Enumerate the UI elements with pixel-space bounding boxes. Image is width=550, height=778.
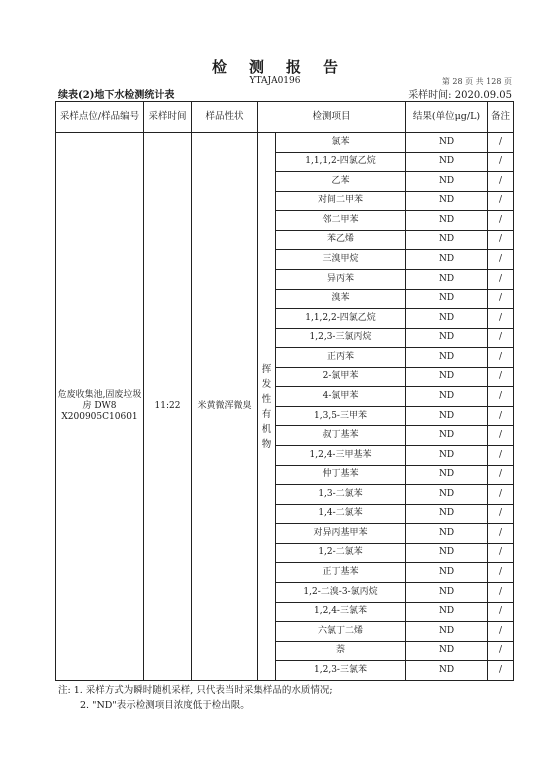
header-item: 检测项目 [258, 102, 406, 133]
test-remark: / [488, 426, 514, 446]
test-remark: / [488, 269, 514, 289]
test-remark: / [488, 133, 514, 153]
test-remark: / [488, 582, 514, 602]
header-time: 采样时间 [144, 102, 192, 133]
test-remark: / [488, 328, 514, 348]
test-result: ND [406, 309, 488, 329]
header-state: 样品性状 [192, 102, 258, 133]
page-info: 第 28 页 共 128 页 [441, 77, 512, 86]
test-item: 1,2,4-三氯苯 [276, 602, 406, 622]
test-result: ND [406, 133, 488, 153]
test-result: ND [406, 406, 488, 426]
sample-state: 米黄微浑微臭 [192, 133, 258, 681]
test-item: 对异丙基甲苯 [276, 524, 406, 544]
test-result: ND [406, 622, 488, 642]
results-table [55, 101, 514, 681]
test-item: 仲丁基苯 [276, 465, 406, 485]
header-remark: 备注 [488, 102, 514, 133]
test-result: ND [406, 367, 488, 387]
test-remark: / [488, 622, 514, 642]
test-item: 正丙苯 [276, 348, 406, 368]
test-item: 萘 [276, 641, 406, 661]
test-item: 六氯丁二烯 [276, 622, 406, 642]
test-result: ND [406, 543, 488, 563]
test-item: 1,2-二氯苯 [276, 543, 406, 563]
test-remark: / [488, 152, 514, 172]
test-item: 溴苯 [276, 289, 406, 309]
test-result: ND [406, 465, 488, 485]
test-result: ND [406, 387, 488, 407]
test-result: ND [406, 152, 488, 172]
report-title: 检测报告 [211, 58, 360, 76]
test-result: ND [406, 426, 488, 446]
test-remark: / [488, 250, 514, 270]
test-remark: / [488, 348, 514, 368]
table-subtitle: 续表(2)地下水检测统计表 [58, 90, 175, 101]
test-result: ND [406, 250, 488, 270]
sample-time: 11:22 [144, 133, 192, 681]
test-remark: / [488, 504, 514, 524]
header-result: 结果(单位μg/L) [406, 102, 488, 133]
test-item: 对间二甲苯 [276, 191, 406, 211]
test-item: 1,2,4-三甲基苯 [276, 446, 406, 466]
test-result: ND [406, 211, 488, 231]
test-result: ND [406, 446, 488, 466]
test-remark: / [488, 211, 514, 231]
test-item: 1,2-二溴-3-氯丙烷 [276, 582, 406, 602]
test-remark: / [488, 230, 514, 250]
test-remark: / [488, 465, 514, 485]
test-item: 1,3-二氯苯 [276, 485, 406, 505]
test-result: ND [406, 348, 488, 368]
test-result: ND [406, 230, 488, 250]
test-item: 1,2,3-三氯丙烷 [276, 328, 406, 348]
table-body [56, 133, 514, 681]
test-item: 异丙苯 [276, 269, 406, 289]
test-remark: / [488, 524, 514, 544]
test-remark: / [488, 172, 514, 192]
test-result: ND [406, 602, 488, 622]
test-remark: / [488, 367, 514, 387]
test-result: ND [406, 289, 488, 309]
test-item: 氯苯 [276, 133, 406, 153]
test-result: ND [406, 191, 488, 211]
test-item: 苯乙烯 [276, 230, 406, 250]
test-result: ND [406, 563, 488, 583]
test-result: ND [406, 582, 488, 602]
test-remark: / [488, 641, 514, 661]
test-remark: / [488, 661, 514, 681]
test-item: 三溴甲烷 [276, 250, 406, 270]
notes [58, 683, 333, 713]
test-remark: / [488, 485, 514, 505]
test-remark: / [488, 563, 514, 583]
table-header-row [56, 102, 514, 133]
note-2: 2. "ND"表示检测项目浓度低于检出限。 [80, 700, 250, 711]
report-code: YTAJA0196 [249, 76, 301, 86]
test-result: ND [406, 269, 488, 289]
test-result: ND [406, 485, 488, 505]
test-result: ND [406, 328, 488, 348]
test-remark: / [488, 191, 514, 211]
test-item: 1,1,1,2-四氯乙烷 [276, 152, 406, 172]
table-row [56, 133, 514, 153]
test-item: 邻二甲苯 [276, 211, 406, 231]
test-remark: / [488, 387, 514, 407]
test-result: ND [406, 524, 488, 544]
sample-location: 危废收集池,固废垃圾房 DW8 X200905C10601 [56, 133, 144, 681]
test-remark: / [488, 446, 514, 466]
category-label: 挥发性有机物 [258, 133, 276, 681]
test-item: 乙苯 [276, 172, 406, 192]
header-location: 采样点位/样品编号 [56, 102, 144, 133]
test-remark: / [488, 289, 514, 309]
test-remark: / [488, 406, 514, 426]
test-result: ND [406, 504, 488, 524]
test-remark: / [488, 602, 514, 622]
test-item: 4-氯甲苯 [276, 387, 406, 407]
test-remark: / [488, 309, 514, 329]
test-item: 正丁基苯 [276, 563, 406, 583]
test-item: 叔丁基苯 [276, 426, 406, 446]
test-result: ND [406, 661, 488, 681]
test-result: ND [406, 172, 488, 192]
sampling-date: 采样时间: 2020.09.05 [408, 90, 512, 101]
test-item: 1,1,2,2-四氯乙烷 [276, 309, 406, 329]
test-remark: / [488, 543, 514, 563]
note-1: 注: 1. 采样方式为瞬时随机采样, 只代表当时采集样品的水质情况; [58, 685, 333, 696]
test-item: 2-氯甲苯 [276, 367, 406, 387]
test-item: 1,2,3-三氯苯 [276, 661, 406, 681]
test-result: ND [406, 641, 488, 661]
test-item: 1,3,5-三甲苯 [276, 406, 406, 426]
test-item: 1,4-二氯苯 [276, 504, 406, 524]
